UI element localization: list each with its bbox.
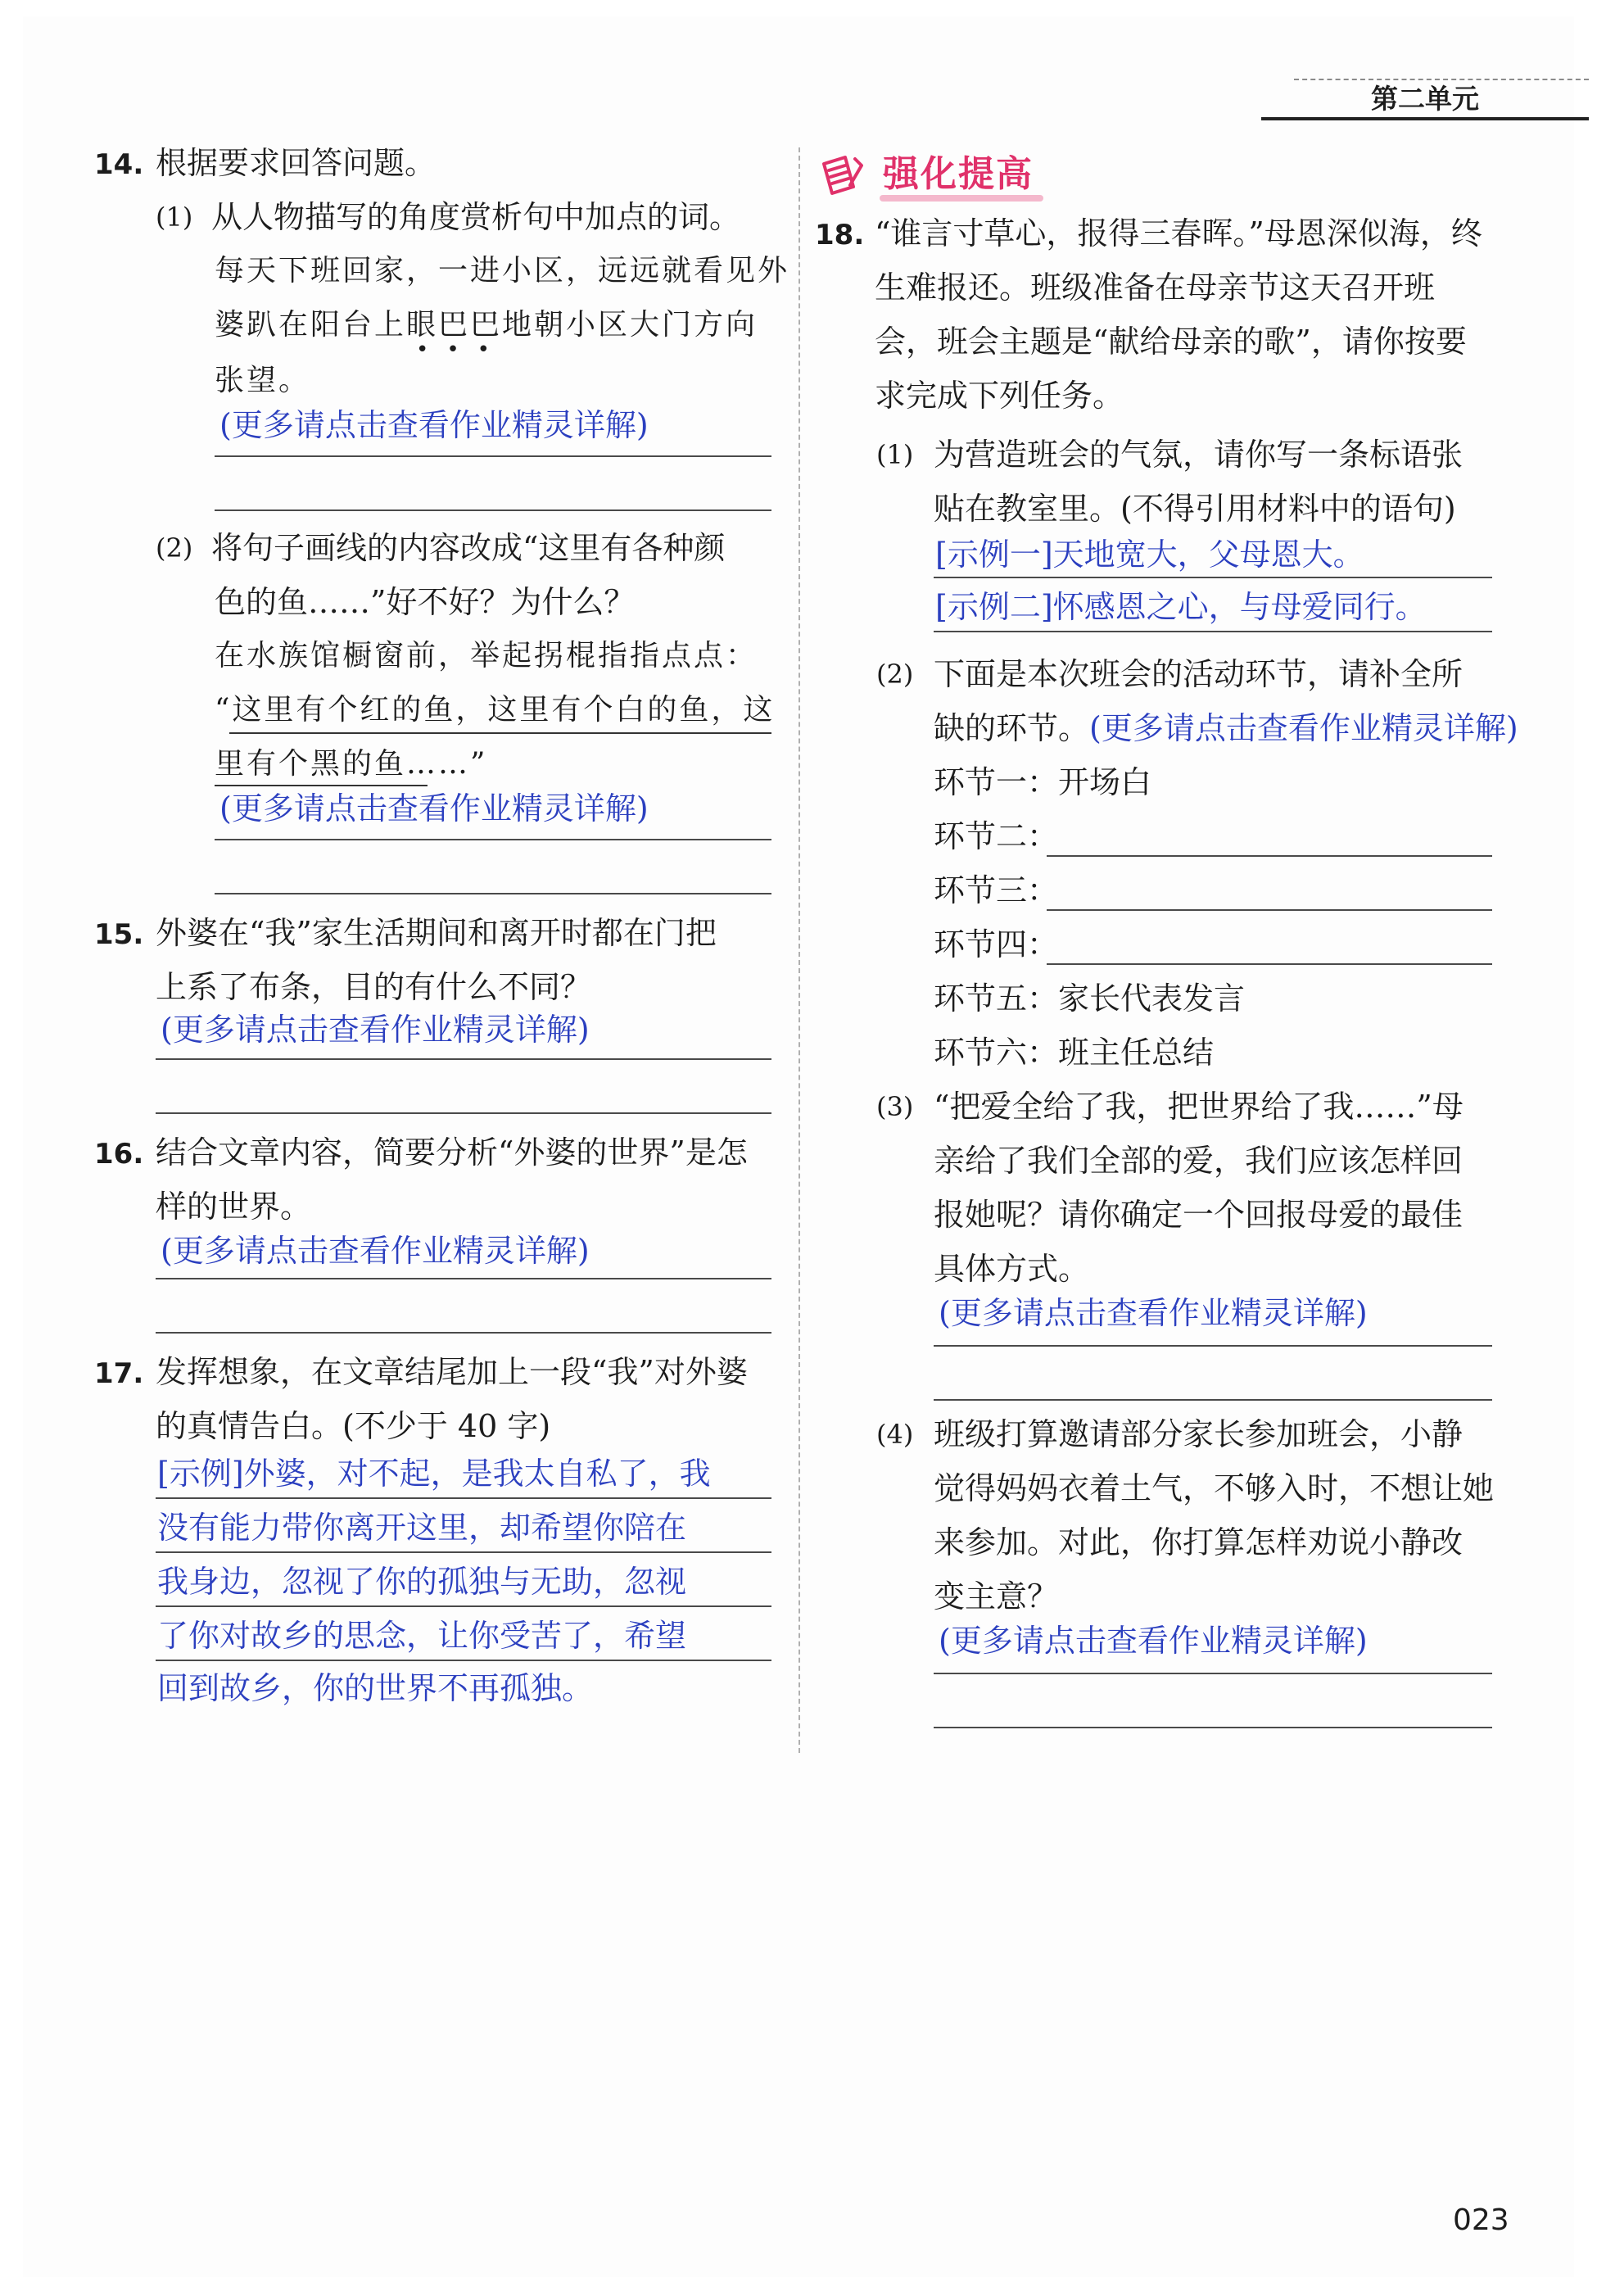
q18-p1-prompt-line1: 为营造班会的气氛，请你写一条标语张 xyxy=(934,437,1464,473)
q18-p3-prompt-line2: 亲给了我们全部的爱，我们应该怎样回 xyxy=(934,1143,1464,1179)
q14-p1-quote-line2: 婆趴在阳台上眼巴巴地朝小区大门方向 xyxy=(215,308,758,342)
q18-p1-answer1: [示例一]天地宽大，父母恩大。 xyxy=(935,537,1364,573)
q18-p4-prompt-line4: 变主意？ xyxy=(934,1578,1059,1614)
q18-p3-label: (3) xyxy=(876,1091,914,1122)
q17-answer-line2: 没有能力带你离开这里，却希望你陪在 xyxy=(157,1510,687,1546)
q18-prompt-line2: 生难报还。班级准备在母亲节这天召开班 xyxy=(875,269,1436,306)
q18-p4-prompt-line3: 来参加。对此，你打算怎样劝说小静改 xyxy=(934,1524,1464,1560)
q18-p2-label: (2) xyxy=(876,659,914,690)
answer-line xyxy=(934,1673,1492,1674)
answer-line xyxy=(934,1399,1492,1401)
q14-p1-answer-link[interactable]: (更多请点击查看作业精灵详解) xyxy=(219,407,649,443)
answer-line xyxy=(1047,855,1492,857)
step-4: 环节四： xyxy=(934,926,1059,962)
q14-p1-prompt: 从人物描写的角度赏析句中加点的词。 xyxy=(211,199,741,235)
q14-p2-quote-line2: “这里有个红的鱼，这里有个白的鱼，这 xyxy=(215,693,776,727)
answer-line xyxy=(156,1332,771,1334)
q18-p3-answer-link[interactable]: (更多请点击查看作业精灵详解) xyxy=(939,1295,1368,1331)
step-1: 环节一：开场白 xyxy=(934,764,1152,800)
q14-p2-prompt-line1: 将句子画线的内容改成“这里有各种颜 xyxy=(211,530,726,566)
q17-answer-line4: 了你对故乡的思念，让你受苦了，希望 xyxy=(157,1618,687,1654)
page-number: 023 xyxy=(1453,2203,1509,2237)
q18-p3-prompt-line4: 具体方式。 xyxy=(934,1251,1090,1287)
answer-line xyxy=(156,1278,771,1279)
q15-prompt-line1: 外婆在“我”家生活期间和离开时都在门把 xyxy=(156,915,717,951)
q14-p1-quote-line1: 每天下班回家，一进小区，远远就看见外 xyxy=(215,254,790,288)
q14-prompt: 根据要求回答问题。 xyxy=(156,145,437,181)
q14-p2-quote-line3: 里有个黑的鱼……” xyxy=(215,747,488,781)
header-rule xyxy=(1261,117,1589,120)
q14-p2-quote-line1: 在水族馆橱窗前，举起拐棍指指点点： xyxy=(215,639,758,672)
answer-line xyxy=(156,1497,771,1499)
q18-prompt-line3: 会，班会主题是“献给母亲的歌”，请你按要 xyxy=(875,324,1467,360)
underline-mark xyxy=(215,785,428,786)
column-divider xyxy=(798,147,800,1753)
q14-p1-label: (1) xyxy=(156,202,193,233)
answer-line xyxy=(934,577,1492,578)
q15-number: 15. xyxy=(94,918,144,951)
q18-p2-prompt-line2: 缺的环节。 xyxy=(934,710,1090,746)
q17-prompt-line2: 的真情告白。(不少于 40 字) xyxy=(156,1408,551,1444)
step-3: 环节三： xyxy=(934,872,1059,908)
unit-title: 第二单元 xyxy=(1371,83,1479,115)
q16-answer-link[interactable]: (更多请点击查看作业精灵详解) xyxy=(161,1233,590,1269)
q14-p2-prompt-line2: 色的鱼……”好不好？为什么？ xyxy=(215,584,636,620)
answer-line xyxy=(215,455,771,457)
q14-p1-quote-line3: 张望。 xyxy=(215,364,311,397)
q14-number: 14. xyxy=(94,148,144,181)
q18-prompt-line1: “谁言寸草心，报得三春晖。”母恩深似海，终 xyxy=(875,215,1482,251)
q18-p1-prompt-line2: 贴在教室里。(不得引用材料中的语句) xyxy=(934,491,1456,527)
q18-p1-answer2: [示例二]怀感恩之心，与母爱同行。 xyxy=(935,589,1427,625)
answer-line xyxy=(156,1660,771,1661)
answer-line xyxy=(934,1345,1492,1347)
answer-line xyxy=(156,1112,771,1114)
answer-line xyxy=(934,1727,1492,1728)
q16-prompt-line1: 结合文章内容，简要分析“外婆的世界”是怎 xyxy=(156,1134,748,1171)
q18-prompt-line4: 求完成下列任务。 xyxy=(875,378,1124,414)
notebook-pen-icon xyxy=(817,152,866,198)
q17-answer-line1: [示例]外婆，对不起，是我太自私了，我 xyxy=(157,1456,711,1492)
answer-line xyxy=(1047,909,1492,911)
answer-line xyxy=(156,1605,771,1607)
answer-line xyxy=(215,509,771,511)
q18-number: 18. xyxy=(815,219,865,251)
answer-line xyxy=(215,839,771,840)
emphasis-dots: ••• xyxy=(416,337,509,362)
section-badge xyxy=(817,149,1051,200)
answer-line xyxy=(156,1551,771,1553)
step-6: 环节六：班主任总结 xyxy=(934,1035,1215,1071)
underline-mark xyxy=(229,732,771,734)
q15-answer-link[interactable]: (更多请点击查看作业精灵详解) xyxy=(161,1012,590,1048)
answer-line xyxy=(934,631,1492,632)
answer-line xyxy=(156,1058,771,1060)
q18-p3-prompt-line1: “把爱全给了我，把世界给了我……”母 xyxy=(934,1089,1464,1125)
q18-p4-prompt-line1: 班级打算邀请部分家长参加班会，小静 xyxy=(934,1416,1464,1452)
q18-p3-prompt-line3: 报她呢？请你确定一个回报母爱的最佳 xyxy=(934,1197,1464,1233)
q17-answer-line5: 回到故乡，你的世界不再孤独。 xyxy=(157,1670,594,1706)
step-2: 环节二： xyxy=(934,818,1059,854)
section-title: 强化提高 xyxy=(883,153,1034,195)
q18-p4-prompt-line2: 觉得妈妈衣着土气，不够入时，不想让她 xyxy=(934,1470,1495,1506)
answer-line xyxy=(215,893,771,894)
q18-p2-prompt-line1: 下面是本次班会的活动环节，请补全所 xyxy=(934,656,1464,692)
q18-p1-label: (1) xyxy=(876,439,914,470)
q14-p2-label: (2) xyxy=(156,532,193,564)
q14-p2-answer-link[interactable]: (更多请点击查看作业精灵详解) xyxy=(219,790,649,826)
answer-line xyxy=(1047,963,1492,965)
q16-prompt-line2: 样的世界。 xyxy=(156,1189,312,1225)
q18-p4-label: (4) xyxy=(876,1419,914,1450)
q17-number: 17. xyxy=(94,1357,144,1390)
q18-p4-answer-link[interactable]: (更多请点击查看作业精灵详解) xyxy=(939,1623,1368,1659)
q17-prompt-line1: 发挥想象，在文章结尾加上一段“我”对外婆 xyxy=(156,1354,748,1390)
q18-p2-answer-link[interactable]: (更多请点击查看作业精灵详解) xyxy=(1089,710,1518,746)
q16-number: 16. xyxy=(94,1138,144,1171)
q15-prompt-line2: 上系了布条，目的有什么不同？ xyxy=(156,969,592,1005)
q17-answer-line3: 我身边，忽视了你的孤独与无助，忽视 xyxy=(157,1564,687,1600)
header-dash xyxy=(1294,79,1589,80)
step-5: 环节五：家长代表发言 xyxy=(934,980,1246,1017)
